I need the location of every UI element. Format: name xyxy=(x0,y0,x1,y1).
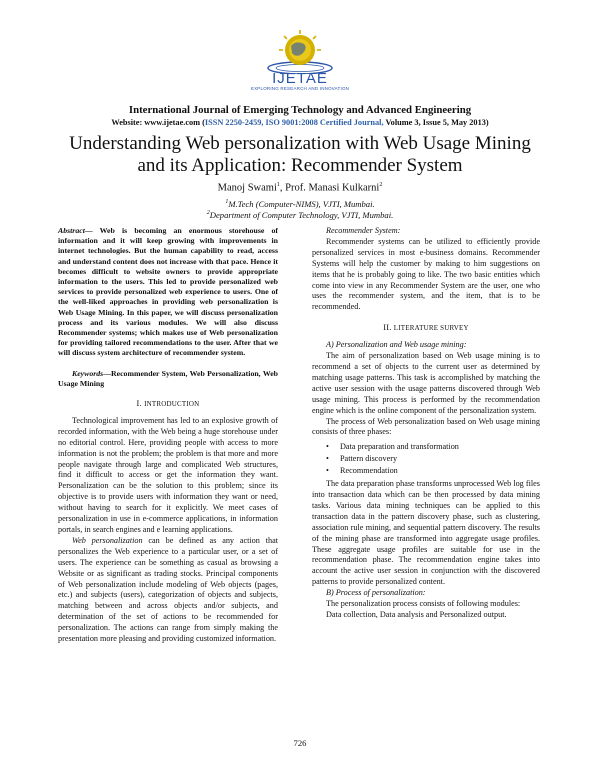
abstract-text: Web is becoming an enormous storehouse of information and it will keep growing with improvements in internet technologies. But the human capability to read, access and understand content does not increase with that pace. Hence it becomes difficult to website owners to provide appropriate information to the users. This led to provide personalized web services to provide personalized web experience to users. One of the well-liked approaches in providing web personalization is Web Usage Mining. In this paper, we will discuss personalization process and its various modules. We will also discuss Recommender systems; which makes use of Web personalization for providing tailored recommendations to the user. After that we will discuss system architecture of recommender system. xyxy=(58,226,278,358)
aff-2-sup: 2 xyxy=(206,210,210,217)
website-prefix: Website: www.ijetae.com ( xyxy=(111,118,205,127)
keywords-lead: Keywords xyxy=(72,368,104,378)
recommender-heading: Recommender System: xyxy=(326,226,401,235)
section-2-heading xyxy=(312,323,540,334)
page-number: 726 xyxy=(293,738,307,748)
keywords-text: —Recommender System, Web Personalization, Web Usage Mining xyxy=(58,368,278,388)
intro-p2-lead: Web personalization xyxy=(72,535,143,545)
affiliation-1 xyxy=(0,199,600,209)
intro-p2-text: can be defined as any action that personalizes the Web experience to a particular user, or a set of users. The experience can be something as casual as browsing a Website or as significant as trading stocks. Principal components of Web personalization include modeling of Web objects (pages, etc.) and subjects (users), categorization of objects and subjects, matching between and across objects and/or subjects, and determination of the set of actions to be recommended for personalization. The actions can range from simply making the presentation more pleasing and providing customized information. xyxy=(58,535,278,644)
author-line xyxy=(0,182,600,194)
left-column xyxy=(58,226,278,645)
list-item: • Recommendation xyxy=(340,465,540,477)
abstract-lead: Abstract— xyxy=(58,226,93,235)
section-2-num: II. xyxy=(383,323,392,333)
author-1: Manoj Swami xyxy=(217,182,277,194)
section-1-num: I. xyxy=(136,399,142,409)
section-1-heading xyxy=(58,399,278,410)
list-item: • Pattern discovery xyxy=(340,453,540,465)
journal-name: International Journal of Emerging Technology and Advanced Engineering xyxy=(128,104,472,116)
author-1-sup: 1 xyxy=(276,182,280,188)
author-2-sup: 2 xyxy=(379,182,383,188)
website-issn-link[interactable]: ISSN 2250-2459, ISO 9001:2008 Certified Journal, xyxy=(204,118,384,127)
aff-1-text: M.Tech (Computer-NIMS), VJTI, Mumbai. xyxy=(228,199,375,209)
logo-wordmark: IJETAE xyxy=(272,70,328,87)
journal-website-line xyxy=(0,118,600,127)
globe-sun-icon xyxy=(264,28,336,74)
intro-paragraph-2 xyxy=(58,536,278,645)
phases-list xyxy=(312,441,540,476)
right-column xyxy=(312,226,540,621)
paper-title xyxy=(40,133,560,177)
title-line-2: and its Application: Recommender System xyxy=(137,155,463,176)
subsection-a-paragraph-2: The process of Web personalization based on Web usage mining consists of three phases: xyxy=(312,416,540,437)
subsection-a-heading: A) Personalization and Web usage mining: xyxy=(326,340,467,350)
affiliation-2 xyxy=(0,210,600,220)
list-item: • Data preparation and transformation xyxy=(340,441,540,453)
subsection-b-paragraph-2: Data collection, Data analysis and Personalized output. xyxy=(326,609,507,619)
website-suffix: Volume 3, Issue 5, May 2013) xyxy=(383,118,489,127)
keywords xyxy=(58,369,278,389)
recommender-paragraph: Recommender systems can be utilized to efficiently provide personalized services in most e-business domains. Recommender Systems will help the customer by making to him suggestions on items that he is probably going to like. The two basic entities which come into view in any Recommender System are the user, one who uses the recommender system, and the item, that is to be recommended. xyxy=(312,236,540,312)
abstract xyxy=(58,226,278,359)
subsection-b-heading: B) Process of personalization: xyxy=(326,588,426,598)
intro-paragraph-1: Technological improvement has led to an explosive growth of recorded information, with the Web being a huge storehouse under no editorial control. Here, providing people with access to more information is not the problem; the problem is that more and more people navigate through large and complicated Web structures, find it difficult to access or get the information they want. Personalization can be the solution to this problem; since its objective is to provide users with information they want or need, without having to search for it explicitly. We meet cases of personalization in use in e-commerce applications, in information portals, in search engines and e learning applications. xyxy=(58,415,278,535)
section-1-title: INTRODUCTION xyxy=(144,400,200,409)
title-line-1: Understanding Web personalization with Web Usage Mining xyxy=(69,133,531,154)
section-2-title: LITERATURE SURVEY xyxy=(393,324,469,333)
aff-2-text: Department of Computer Technology, VJTI, Mumbai. xyxy=(209,210,394,220)
subsection-a-paragraph-1: The aim of personalization based on Web usage mining is to recommend a set of objects to the current user as determined by matching usage patterns. This task is accomplished by matching the active user session with the usage patterns discovered through Web usage mining. This process is performed by the recommendation engine which is the online component of the personalization system. xyxy=(312,351,540,415)
subsection-a-paragraph-3: The data preparation phase transforms unprocessed Web log files into transaction data which can be then processed by data mining tasks. Various data mining techniques can be applied to this transaction data in the pattern discovery phase, such as clustering, association rule mining, and sequential pattern discovery. The results of the mining phase are transformed into aggregate usage profiles. These aggregate usage profiles are suitable for use in the recommendation phase. The recommendation engine takes into account the active user session in conjunction with the discovered patterns to provide personalized content. xyxy=(312,479,540,587)
journal-logo xyxy=(245,28,355,100)
logo-tagline: EXPLORING RESEARCH AND INNOVATION xyxy=(250,86,350,91)
aff-1-sup: 1 xyxy=(225,199,229,206)
author-2: , Prof. Manasi Kulkarni xyxy=(279,182,380,194)
subsection-b-paragraph-1: The personalization process consists of following modules: xyxy=(326,599,521,609)
